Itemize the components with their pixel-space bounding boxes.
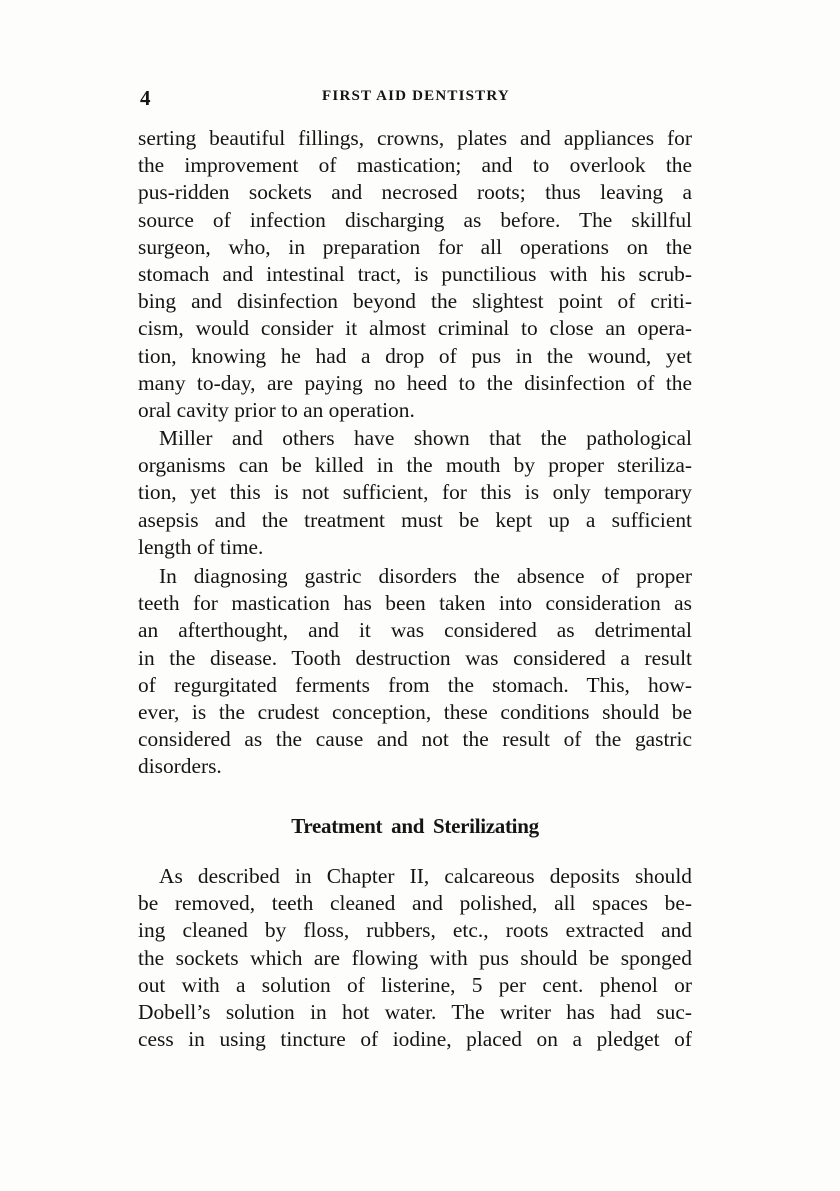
- text-line: organisms can be killed in the mouth by proper steriliza-: [138, 453, 692, 478]
- text-line: in the disease. Tooth destruction was considered a result: [138, 645, 692, 670]
- text-line: asepsis and the treatment must be kept up a sufficient: [138, 507, 692, 532]
- text-line: length of time.: [138, 534, 264, 559]
- paragraph-continuation: [138, 125, 692, 424]
- text-line: In diagnosing gastric disorders the absence of proper: [159, 564, 692, 588]
- text-line: ing cleaned by floss, rubbers, etc., roots extracted and: [138, 918, 692, 943]
- text-line: disorders.: [138, 754, 222, 779]
- section-heading: Treatment and Sterilizating: [291, 814, 539, 838]
- text-line: an afterthought, and it was considered as detrimental: [138, 618, 692, 643]
- text-line: teeth for mastication has been taken into consideration as: [138, 591, 692, 616]
- text-line: As described in Chapter II, calcareous deposits should: [159, 864, 692, 888]
- text-line: be removed, teeth cleaned and polished, all spaces be-: [138, 891, 692, 916]
- page-number: 4: [140, 86, 151, 110]
- text-line: Dobell’s solution in hot water. The writer has had suc-: [138, 999, 692, 1024]
- text-line: tion, yet this is not sufficient, for this is only temporary: [138, 480, 692, 505]
- text-line: pus-ridden sockets and necrosed roots; thus leaving a: [138, 180, 692, 205]
- text-line: stomach and intestinal tract, is punctilious with his scrub-: [138, 261, 692, 286]
- text-line: serting beautiful fillings, crowns, plates and appliances for: [138, 126, 692, 150]
- paragraph-treatment: [138, 863, 692, 1053]
- paragraph-gastric: [138, 563, 692, 781]
- text-line: tion, knowing he had a drop of pus in the wound, yet: [138, 343, 692, 368]
- paragraph-miller: [138, 425, 692, 561]
- text-line: cism, would consider it almost criminal to close an opera-: [138, 316, 692, 341]
- text-line: many to-day, are paying no heed to the disinfection of the: [138, 370, 692, 395]
- text-line: Miller and others have shown that the pathological: [159, 426, 692, 450]
- running-title: FIRST AID DENTISTRY: [322, 88, 510, 104]
- text-line: bing and disinfection beyond the slightest point of criti-: [138, 289, 692, 314]
- text-line: source of infection discharging as before. The skillful: [138, 207, 692, 232]
- text-line: the sockets which are flowing with pus should be sponged: [138, 945, 692, 970]
- text-line: of regurgitated ferments from the stomach. This, how-: [138, 672, 692, 697]
- running-head: [140, 86, 692, 110]
- text-line: cess in using tincture of iodine, placed on a pledget of: [138, 1027, 692, 1052]
- text-line: ever, is the crudest conception, these conditions should be: [138, 699, 692, 724]
- text-line: surgeon, who, in preparation for all operations on the: [138, 234, 692, 259]
- text-line: considered as the cause and not the result of the gastric: [138, 727, 692, 752]
- text-line: oral cavity prior to an operation.: [138, 397, 415, 422]
- text-line: the improvement of mastication; and to overlook the: [138, 153, 692, 178]
- text-line: out with a solution of listerine, 5 per cent. phenol or: [138, 972, 692, 997]
